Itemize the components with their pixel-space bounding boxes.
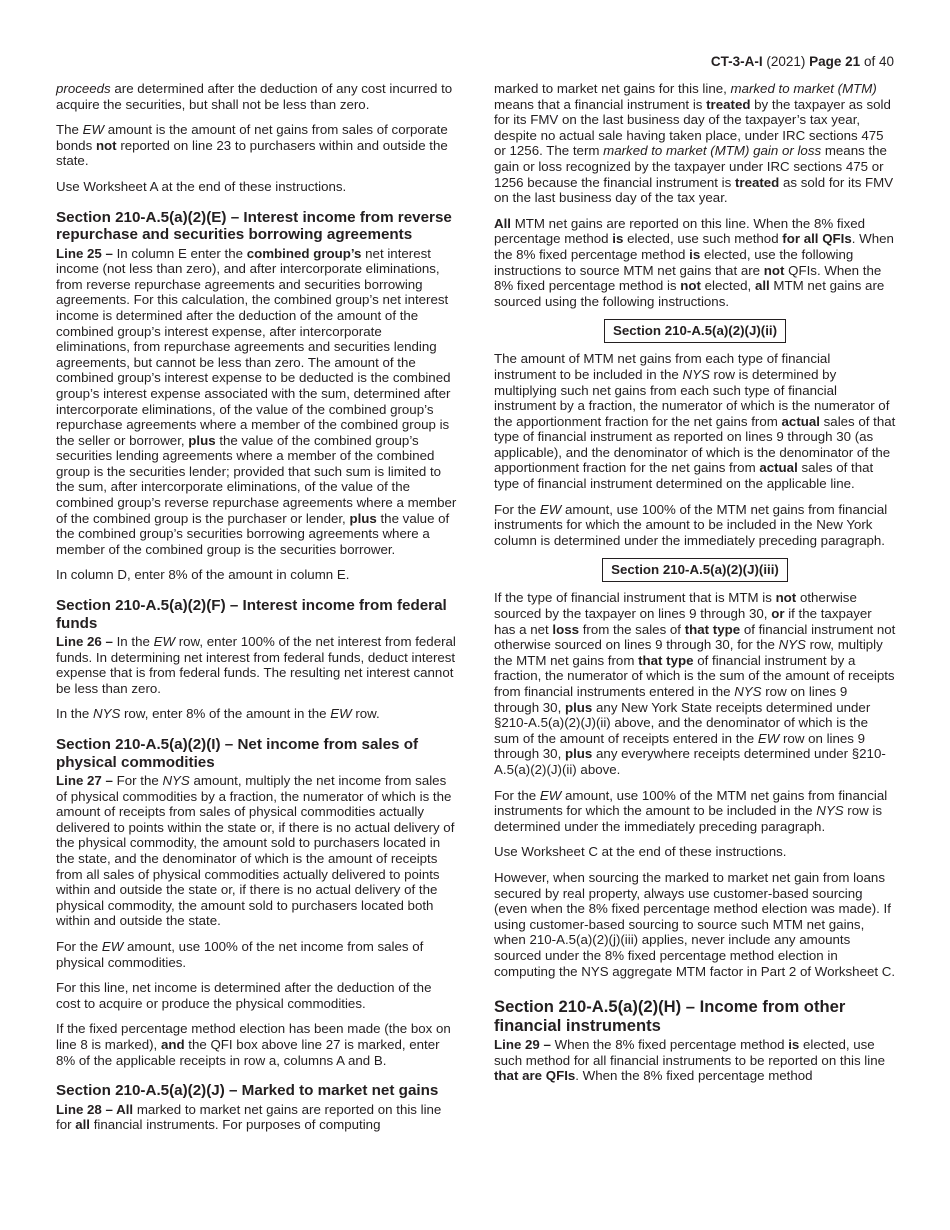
boxed-heading-wrapper — [494, 319, 896, 343]
section-heading-h: Section 210-A.5(a)(2)(H) – Income from other financial instruments — [494, 997, 846, 1036]
section-heading-i: Section 210-A.5(a)(2)(I) – Net income from sales of physical commodities — [56, 736, 419, 771]
form-year: (2021) — [766, 54, 806, 69]
page-total: of 40 — [863, 54, 894, 69]
paragraph: For the EW amount, use 100% of the net income from sales of physical commodities. — [56, 938, 424, 970]
line-29-paragraph: Line 29 – When the 8% fixed percentage method is elected, use such method for all financial instruments to be reported on this line that are QFIs. When the 8% fixed percentage method — [494, 1037, 885, 1084]
section-heading-j: Section 210-A.5(a)(2)(J) – Marked to market net gains — [56, 1082, 439, 1100]
section-heading-e: Section 210-A.5(a)(2)(E) – Interest income from reverse repurchase and securities borrowing agreements — [56, 208, 452, 244]
paragraph: In the NYS row, enter 8% of the amount in the EW row. — [56, 706, 380, 722]
paragraph: In column D, enter 8% of the amount in column E. — [56, 567, 350, 583]
paragraph: proceeds are determined after the deduction of any cost incurred to acquire the securities, but shall not be less than zero. — [56, 81, 453, 112]
paragraph: If the fixed percentage method election has been made (the box on line 8 is marked), and the QFI box above line 27 is marked, enter 8% of the applicable receipts in row a, columns A and B. — [56, 1021, 451, 1068]
page-number: Page 21 — [809, 54, 861, 69]
boxed-section-heading-iii: Section 210-A.5(a)(2)(J)(iii) — [602, 558, 788, 582]
section-heading-f: Section 210-A.5(a)(2)(F) – Interest income from federal funds — [56, 597, 447, 632]
paragraph: The amount of MTM net gains from each type of financial instrument to be included in the NYS row is determined by multiplying such net gains from each such type of financial instrument by a fraction, the numerator of which is the numerator of the apportionment fraction for the net gains from actual sales of that type of financial instrument as reported on lines 9 through 30 (as applicable), and the denominator of which is the denominator of the apportionment fraction for the net gains from actual sales of that type of financial instrument determined on the applicable line. — [494, 351, 896, 492]
page-header — [711, 54, 894, 69]
line-25-paragraph: Line 25 – In column E enter the combined group’s net interest income (not less than zero), and after intercorporate eliminations, from reverse repurchase agreements and securities borrowing agreements. For this calculation, the combined group’s net interest income is determined after the deduction of the amount of the combined group’s interest expense, after intercorporate eliminations, from repurchase agreements and securities lending agreements, but cannot be less than zero. The amount of the combined group’s interest expense to be deducted is the combined group’s interest expense associated with the sum, determined after intercorporate eliminations, of the value of the combined group’s repurchase agreements where a member of the combined group is the seller or borrower, plus the value of the combined group’s securities lending agreements where a member of the combined group is the securities lender; provided that such sum is limited to the sum, after intercorporate eliminations, of the value of the combined group’s reverse repurchase agreements where a member of the combined group is the purchaser or lender, plus the value of the combined group’s securities borrowing agreements where a member of the combined group is the securities borrower. — [56, 245, 457, 557]
paragraph: The EW amount is the amount of net gains from sales of corporate bonds not reported on line 23 to purchasers within and outside the state. — [56, 122, 448, 169]
boxed-section-heading-ii: Section 210-A.5(a)(2)(J)(ii) — [604, 319, 786, 343]
right-column — [494, 81, 896, 1094]
form-number: CT-3-A-I — [710, 54, 763, 69]
paragraph: All MTM net gains are reported on this line. When the 8% fixed percentage method is elected, use such method for all QFIs. When the 8% fixed percentage method is elected, use the following instructions to source MTM net gains that are not QFIs. When the 8% fixed percentage method is not elected, all MTM net gains are sourced using the following instructions. — [494, 215, 894, 309]
paragraph: For the EW amount, use 100% of the MTM net gains from financial instruments for which the amount to be included in the New York column is determined under the immediately preceding paragraph. — [494, 501, 888, 548]
paragraph: If the type of financial instrument that is MTM is not otherwise sourced by the taxpayer on lines 9 through 30, or if the taxpayer has a net loss from the sales of that type of financial instrument not otherwise sourced on lines 9 through 30, for the NYS row, multiply the MTM net gains from that type of financial instrument by a fraction, the numerator of which is the sum of the amount of receipts from financial instruments entered in the NYS row on lines 9 through 30, plus any New York State receipts determined under §210-A.5(a)(2)(J)(ii) above, and the denominator of which is the sum of the amount of receipts entered in the EW row on lines 9 through 30, plus any everywhere receipts determined under §210-A.5(a)(2)(J)(ii) above. — [494, 590, 896, 777]
boxed-heading-wrapper — [494, 558, 896, 582]
paragraph: However, when sourcing the marked to market net gain from loans secured by real property, always use customer-based sourcing (even when the 8% fixed percentage method election was made). If using customer-based sourcing to source such MTM net gains, when 210-A.5(a)(2)(j)(iii) applies, never include any amounts sourced under the 8% fixed percentage method election in computing the NYS aggregate MTM factor in Part 2 of Worksheet C. — [494, 869, 896, 979]
paragraph: Use Worksheet A at the end of these instructions. — [56, 178, 347, 194]
paragraph: Use Worksheet C at the end of these instructions. — [494, 844, 787, 860]
line-26-paragraph: Line 26 – In the EW row, enter 100% of the net interest from federal funds. In determining net interest from federal funds, deduct interest expense that is from federal funds. The resulting net interest cannot be less than zero. — [56, 634, 456, 696]
paragraph: marked to market net gains for this line, marked to market (MTM) means that a financial instrument is treated by the taxpayer as sold for its FMV on the last business day of the taxpayer’s tax year, despite no actual sale having taken place, under IRC sections 475 or 1256. The term marked to market (MTM) gain or loss means the gain or loss recognized by the taxpayer under IRC sections 475 or 1256 because the financial instrument is treated as sold for its FMV on the last business day of the tax year. — [494, 81, 894, 206]
line-28-paragraph: Line 28 – All marked to market net gains are reported on this line for all financial instruments. For purposes of computing — [56, 1101, 442, 1133]
line-27-paragraph: Line 27 – For the NYS amount, multiply the net income from sales of physical commodities by a fraction, the numerator of which is the amount of receipts from sales of physical commodities actually delivered to points within the state or, if there is no actual delivery of the physical commodity, the amount sold to purchasers located in the state, and the denominator of which is the amount of receipts from all sales of physical commodities actually delivered to points within and outside the state or, if there is no actual delivery of the physical commodity, the amount sold to purchasers located both within and outside the state. — [56, 773, 455, 929]
paragraph: For this line, net income is determined after the deduction of the cost to acquire or produce the physical commodities. — [56, 980, 432, 1011]
paragraph: For the EW amount, use 100% of the MTM net gains from financial instruments for which the amount to be included in the NYS row is determined under the immediately preceding paragraph. — [494, 787, 888, 834]
left-column — [56, 81, 458, 1143]
